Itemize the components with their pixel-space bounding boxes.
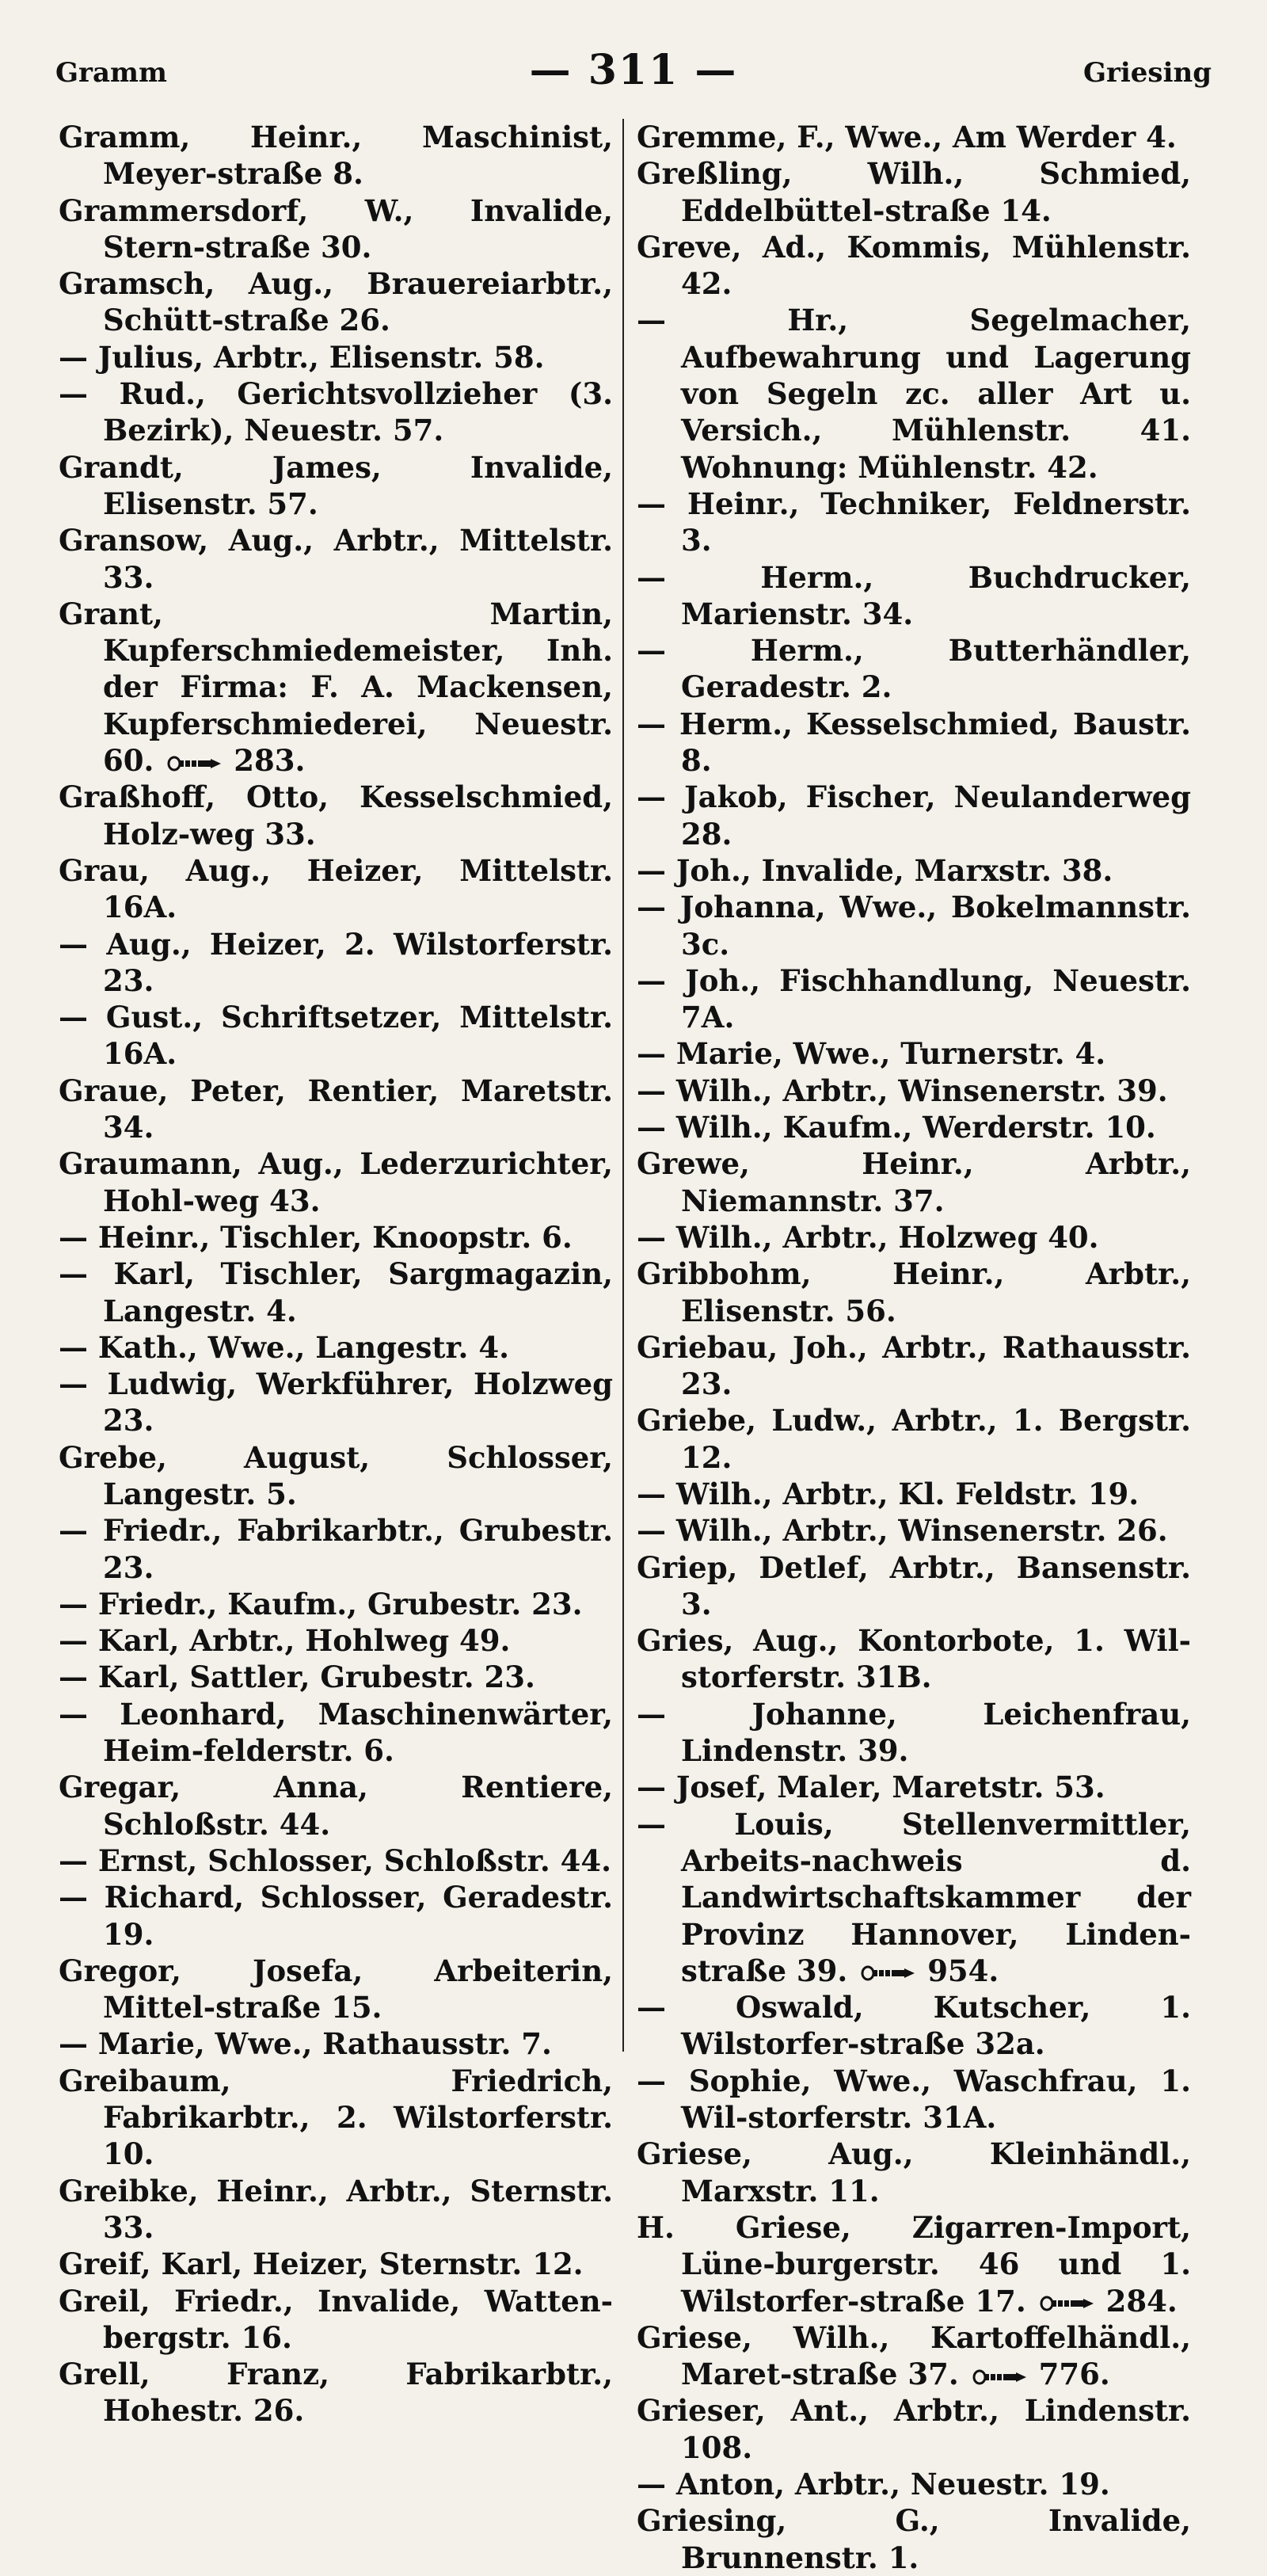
directory-entry: [59, 2025, 613, 2062]
telephone-icon: [167, 756, 223, 772]
entry-text: — Johanne, Leichenfrau, Lindenstr. 39.: [637, 1696, 1191, 1769]
directory-entry: [637, 706, 1191, 779]
entry-text: — Anton, Arbtr., Neuestr. 19.: [637, 2467, 1110, 2502]
entry-text: — Ernst, Schlosser, Schloßstr. 44.: [59, 1842, 611, 1878]
entry-text: Graue, Peter, Rentier, Maretstr. 34.: [59, 1073, 613, 1145]
entry-text: Griese, Wilh., Kartoffelhändl., Maret-straße 37.: [637, 2319, 1191, 2392]
directory-entry: [59, 449, 613, 523]
entry-text: Gremme, F., Wwe., Am Werder 4.: [637, 120, 1177, 154]
directory-entry: [637, 2136, 1191, 2209]
directory-entry: [59, 1145, 613, 1219]
entry-text: — Joh., Invalide, Marxstr. 38.: [637, 852, 1113, 888]
entry-text: — Marie, Wwe., Turnerstr. 4.: [637, 1036, 1106, 1072]
directory-entry: [637, 852, 1191, 889]
entry-text: — Friedr., Fabrikarbtr., Grubestr. 23.: [59, 1513, 613, 1585]
directory-entry: [59, 1219, 613, 1256]
directory-entry: [59, 375, 613, 449]
entry-text: — Ludwig, Werkführer, Holzweg 23.: [59, 1366, 613, 1439]
entry-text: Gregar, Anna, Rentiere, Schloßstr. 44.: [59, 1770, 613, 1842]
entry-text: H. Griese, Zigarren-Import, Lüne-burgerstr. 46 und 1. Wilstorfer-straße 17.: [637, 2209, 1191, 2319]
directory-entry: [59, 265, 613, 339]
directory-entry: [637, 962, 1191, 1036]
entry-text: — Sophie, Wwe., Waschfrau, 1. Wil-storferstr. 31A.: [637, 2063, 1191, 2136]
directory-entry: [59, 779, 613, 852]
directory-entry: [59, 1586, 613, 1622]
directory-entry: [59, 2283, 613, 2357]
entry-text: — Herm., Kesselschmied, Baustr. 8.: [637, 706, 1191, 779]
directory-entry: [59, 1512, 613, 1586]
phone-number: 284.: [1105, 2283, 1178, 2319]
entry-text: — Heinr., Tischler, Knoopstr. 6.: [59, 1219, 573, 1255]
directory-entry: [637, 1549, 1191, 1623]
entry-text: Grammersdorf, W., Invalide, Stern-straße 30.: [59, 192, 613, 265]
directory-entry: [637, 302, 1191, 485]
entry-text: Gramm, Heinr., Maschinist, Meyer-straße 8.: [59, 120, 613, 192]
directory-entry: [59, 1256, 613, 1329]
directory-entry: [637, 1109, 1191, 1145]
directory-entry: [59, 1659, 613, 1695]
entry-text: — Jakob, Fischer, Neulanderweg 28.: [637, 779, 1191, 852]
entry-text: Graßhoff, Otto, Kesselschmied, Holz-weg 33.: [59, 779, 613, 852]
telephone-icon: [972, 2369, 1028, 2385]
entry-text: Greil, Friedr., Invalide, Watten-bergstr. 16.: [59, 2283, 613, 2355]
directory-entry: [637, 119, 1191, 155]
directory-entry: [637, 1145, 1191, 1219]
entry-text: — Hr., Segelmacher, Aufbewahrung und Lagerung von Segeln zc. aller Art u. Versich., Mühlenstr. 41. Wohnung: Mühlenstr. 42.: [637, 303, 1191, 485]
entry-text: — Richard, Schlosser, Geradestr. 19.: [59, 1880, 613, 1952]
directory-entry: [59, 339, 613, 375]
entry-text: — Kath., Wwe., Langestr. 4.: [59, 1329, 509, 1365]
directory-entry: [59, 999, 613, 1073]
telephone-icon: [1040, 2296, 1095, 2311]
entry-text: Griese, Aug., Kleinhändl., Marxstr. 11.: [637, 2136, 1191, 2208]
entry-text: — Wilh., Arbtr., Holzweg 40.: [637, 1219, 1099, 1255]
directory-entry: [59, 2246, 613, 2282]
entry-text: Grewe, Heinr., Arbtr., Niemannstr. 37.: [637, 1146, 1191, 1218]
entry-text: — Karl, Tischler, Sargmagazin, Langestr. 4.: [59, 1256, 613, 1328]
entry-text: Greßling, Wilh., Schmied, Eddelbüttel-straße 14.: [637, 156, 1191, 228]
right-column: [637, 119, 1191, 2575]
directory-entry: [637, 632, 1191, 706]
entry-text: Gribbohm, Heinr., Arbtr., Elisenstr. 56.: [637, 1256, 1191, 1328]
entry-text: Greibke, Heinr., Arbtr., Sternstr. 33.: [59, 2173, 613, 2245]
directory-entry: [637, 2209, 1191, 2319]
directory-entry: [637, 2502, 1191, 2576]
entry-text: — Herm., Butterhändler, Geradestr. 2.: [637, 633, 1191, 705]
directory-entry: [637, 1256, 1191, 1329]
entry-text: — Oswald, Kutscher, 1. Wilstorfer-straße 32a.: [637, 1990, 1191, 2062]
left-column: [59, 119, 613, 2429]
directory-entry: [59, 1073, 613, 1146]
header-right-keyword: Griesing: [1082, 57, 1212, 89]
entry-text: — Karl, Arbtr., Hohlweg 49.: [59, 1623, 511, 1659]
entry-text: Grandt, James, Invalide, Elisenstr. 57.: [59, 449, 613, 521]
entry-text: — Wilh., Arbtr., Winsenerstr. 26.: [637, 1513, 1168, 1549]
entry-text: Greve, Ad., Kommis, Mühlenstr. 42.: [637, 229, 1191, 302]
directory-entry: [637, 155, 1191, 229]
directory-entry: [637, 889, 1191, 962]
directory-entry: [59, 1842, 613, 1879]
entry-text: — Gust., Schriftsetzer, Mittelstr. 16A.: [59, 1000, 613, 1072]
entry-text: — Herm., Buchdrucker, Marienstr. 34.: [637, 559, 1191, 631]
entry-text: — Friedr., Kaufm., Grubestr. 23.: [59, 1586, 583, 1621]
entry-text: Griebe, Ludw., Arbtr., 1. Bergstr. 12.: [637, 1403, 1191, 1475]
entry-text: — Julius, Arbtr., Elisenstr. 58.: [59, 339, 545, 375]
entry-text: Griebau, Joh., Arbtr., Rathausstr. 23.: [637, 1329, 1191, 1402]
entry-text: Grau, Aug., Heizer, Mittelstr. 16A.: [59, 852, 613, 925]
entry-text: — Wilh., Arbtr., Winsenerstr. 39.: [637, 1073, 1168, 1108]
entry-text: — Aug., Heizer, 2. Wilstorferstr. 23.: [59, 926, 613, 998]
directory-entry: [59, 596, 613, 779]
entry-text: — Rud., Gerichtsvollzieher (3. Bezirk), Neuestr. 57.: [59, 376, 613, 448]
directory-entry: [637, 779, 1191, 852]
directory-entry: [637, 1035, 1191, 1072]
directory-entry: [59, 1366, 613, 1439]
directory-entry: [59, 1439, 613, 1513]
entry-text: Grell, Franz, Fabrikarbtr., Hohestr. 26.: [59, 2357, 613, 2429]
entry-text: Gramsch, Aug., Brauereiarbtr., Schütt-straße 26.: [59, 266, 613, 338]
entry-text: — Wilh., Kaufm., Werderstr. 10.: [637, 1110, 1156, 1145]
entry-text: Graumann, Aug., Lederzurichter, Hohl-weg 43.: [59, 1146, 613, 1218]
directory-entry: [59, 1879, 613, 1953]
directory-entry: [637, 1512, 1191, 1549]
directory-entry: [59, 1953, 613, 2026]
directory-entry: [637, 1219, 1191, 1256]
directory-entry: [637, 2392, 1191, 2466]
entry-text: — Marie, Wwe., Rathausstr. 7.: [59, 2026, 552, 2062]
directory-entry: [59, 2063, 613, 2173]
entry-text: — Johanna, Wwe., Bokelmannstr. 3c.: [637, 890, 1191, 962]
entry-text: — Josef, Maler, Maretstr. 53.: [637, 1770, 1105, 1805]
directory-entry: [59, 2356, 613, 2429]
directory-entry: [637, 2466, 1191, 2502]
directory-entry: [637, 229, 1191, 303]
directory-entry: [637, 559, 1191, 633]
directory-entry: [59, 119, 613, 192]
column-divider: [622, 119, 624, 2052]
directory-entry: [637, 2063, 1191, 2136]
directory-entry: [637, 1696, 1191, 1770]
directory-entry: [59, 522, 613, 596]
directory-entry: [59, 1622, 613, 1659]
directory-entry: [59, 852, 613, 926]
directory-entry: [59, 192, 613, 266]
phone-number: 954.: [927, 1953, 999, 1988]
entry-text: Gransow, Aug., Arbtr., Mittelstr. 33.: [59, 523, 613, 595]
directory-entry: [637, 1073, 1191, 1109]
entry-text: — Heinr., Techniker, Feldnerstr. 3.: [637, 486, 1191, 558]
directory-entry: [637, 1989, 1191, 2063]
entry-text: Grant, Martin, Kupferschmiedemeister, Inh. der Firma: F. A. Mackensen, Kupferschmiederei, Neuestr. 60.: [59, 596, 613, 779]
entry-text: — Louis, Stellenvermittler, Arbeits-nachweis d. Landwirtschaftskammer der Provinz Hannover, Linden-straße 39.: [637, 1806, 1191, 1988]
entry-text: Grebe, August, Schlosser, Langestr. 5.: [59, 1439, 613, 1511]
directory-entry: [59, 1769, 613, 1842]
directory-entry: [637, 1622, 1191, 1696]
page-header: [55, 46, 1212, 109]
entry-text: — Wilh., Arbtr., Kl. Feldstr. 19.: [637, 1476, 1140, 1511]
directory-entry: [59, 1696, 613, 1770]
page-number: — 311 —: [529, 46, 738, 94]
header-left-keyword: Gramm: [55, 57, 167, 89]
directory-entry: [637, 1329, 1191, 1403]
entry-text: Gregor, Josefa, Arbeiterin, Mittel-straße 15.: [59, 1953, 613, 2025]
directory-entry: [637, 1769, 1191, 1805]
directory-entry: [637, 1806, 1191, 1989]
directory-entry: [59, 2173, 613, 2246]
entry-text: Grieser, Ant., Arbtr., Lindenstr. 108.: [637, 2393, 1191, 2465]
directory-entry: [637, 2319, 1191, 2393]
entry-text: Greif, Karl, Heizer, Sternstr. 12.: [59, 2246, 584, 2282]
phone-number: 283.: [234, 743, 306, 779]
directory-entry: [637, 486, 1191, 559]
entry-text: — Karl, Sattler, Grubestr. 23.: [59, 1660, 535, 1695]
directory-entry: [59, 926, 613, 1000]
directory-entry: [59, 1329, 613, 1366]
telephone-icon: [861, 1965, 916, 1981]
entry-text: Griesing, G., Invalide, Brunnenstr. 1.: [637, 2503, 1191, 2575]
entry-text: Gries, Aug., Kontorbote, 1. Wil-storferstr. 31B.: [637, 1623, 1191, 1695]
phone-number: 776.: [1038, 2357, 1110, 2392]
entry-text: — Leonhard, Maschinenwärter, Heim-felderstr. 6.: [59, 1696, 613, 1769]
directory-entry: [637, 1476, 1191, 1512]
entry-text: — Joh., Fischhandlung, Neuestr. 7A.: [637, 962, 1191, 1035]
entry-text: Griep, Detlef, Arbtr., Bansenstr. 3.: [637, 1549, 1191, 1621]
directory-entry: [637, 1402, 1191, 1476]
entry-text: Greibaum, Friedrich, Fabrikarbtr., 2. Wilstorferstr. 10.: [59, 2063, 613, 2172]
